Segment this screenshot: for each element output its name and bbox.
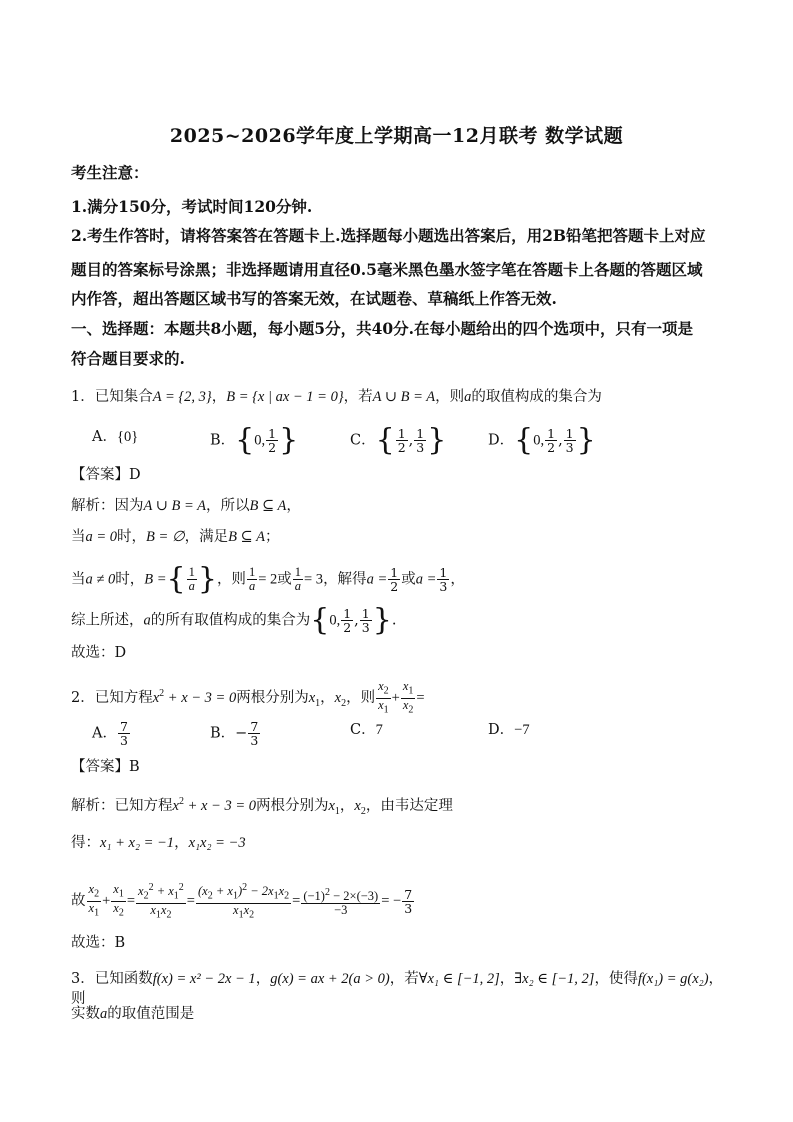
question-1-stem: 1．已知集合A = {2, 3}，B = {x | ax − 1 = 0}，若A ∪ B = A，则a的取值构成的集合为 bbox=[71, 389, 602, 405]
notice-line-2a: 2.考生作答时，请将答案答在答题卡上.选择题每小题选出答案后，用2B铅笔把答题卡上对应 bbox=[71, 226, 706, 245]
question-3-stem-line-2: 实数a的取值范围是 bbox=[71, 1006, 195, 1022]
q2-solution-line-2: 得：x₁ + x₂ = −1，x₁x₂ = −3 bbox=[71, 835, 246, 851]
q1-option-b: B．{0, $\frac{1}{2}$ } bbox=[210, 422, 299, 458]
q2-answer: 【答案】B bbox=[71, 759, 140, 775]
q2-option-b: B．− $\frac{7}{3}$ bbox=[210, 719, 259, 748]
notice-line-2b: 题目的答案标号涂黑；非选择题请用直径0.5毫米黑色墨水签字笔在答题卡上各题的答题区域 bbox=[71, 260, 703, 279]
q1-option-d: D．{0, $\frac{1}{2}$ , $\frac{1}{3}$ } bbox=[488, 422, 596, 458]
math-set-a: A = {2, 3} bbox=[152, 389, 212, 405]
question-number: 1． bbox=[71, 389, 95, 405]
q2-solution-line-1: 解析：已知方程$x^2 + x - 3 = 0$两根分别为$x_1$，$x_2$，由韦达定理 bbox=[71, 796, 453, 817]
q1-conclusion: 故选：D bbox=[71, 645, 127, 661]
question-3-stem-line-1: 3．已知函数f(x) = x² − 2x − 1，g(x) = ax + 2(a > 0)，若∀x₁ ∈ [−1, 2]，∃x₂ ∈ [−1, 2]，使得f(x₁) = g(x₂)，则 bbox=[71, 971, 724, 1007]
notice-line-1: 1.满分150分，考试时间120分钟. bbox=[71, 197, 313, 216]
question-number: 3． bbox=[71, 971, 95, 987]
q1-solution-line-1: 解析：因为A ∪ B = A，所以B ⊆ A， bbox=[71, 498, 301, 514]
notice-heading: 考生注意： bbox=[71, 163, 149, 182]
q1-answer: 【答案】D bbox=[71, 467, 141, 483]
question-2-stem: 2．已知方程$x^2 + x - 3 = 0$两根分别为$x_1$，$x_2$，则 $\frac{x_2}{x_1}$ + $\frac{x_1}{x_2}$ = bbox=[71, 679, 425, 715]
q2-conclusion: 故选：B bbox=[71, 935, 126, 951]
q2-option-a: A． $\frac{7}{3}$ bbox=[92, 719, 128, 748]
math-condition: A ∪ B = A bbox=[372, 389, 436, 405]
section-heading-b: 符合题目要求的. bbox=[71, 349, 185, 368]
q2-option-c: C．7 bbox=[350, 722, 383, 738]
q2-solution-line-3: 故 $\frac{x_2}{x_1}$ + $\frac{x_1}{x_2}$ = $\frac{x_2^2 + x_1^2}{x_1x_2}$ = $\frac{(x_2 + x_1)^2 - 2x_1x_2}{x_1x_2}$ = $\frac{(-1)^2 - 2\times(-3)}{-3}$ = − $\frac{7}{3}$ bbox=[71, 882, 413, 921]
section-heading-a: 一、选择题：本题共8小题，每小题5分，共40分.在每小题给出的四个选项中，只有一项是 bbox=[71, 319, 694, 338]
q1-option-a: A．{0} bbox=[92, 429, 139, 445]
notice-line-2c: 内作答，超出答题区域书写的答案无效，在试题卷、草稿纸上作答无效. bbox=[71, 289, 557, 308]
q1-option-c: C．{ $\frac{1}{2}$ , $\frac{1}{3}$ } bbox=[350, 422, 447, 458]
q2-option-d: D．−7 bbox=[488, 722, 530, 738]
q1-solution-line-3: 当a ≠ 0时，B ={ $\frac{1}{a}$ }，则 $\frac{1}{a}$ = 2或 $\frac{1}{a}$ = 3，解得a = $\frac{1}{2}$ 或a = $\frac{1}{3}$ ， bbox=[71, 561, 465, 597]
q1-solution-line-4: 综上所述，a的所有取值构成的集合为{0, $\frac{1}{2}$ , $\frac{1}{3}$ }. bbox=[71, 602, 397, 638]
question-number: 2． bbox=[71, 690, 95, 706]
page-title: 2025~2026学年度上学期高一12月联考 数学试题 bbox=[169, 125, 624, 147]
math-set-b: B = {x | ax − 1 = 0} bbox=[226, 389, 344, 405]
q1-solution-line-2: 当a = 0时，B = ∅，满足B ⊆ A； bbox=[71, 529, 280, 545]
